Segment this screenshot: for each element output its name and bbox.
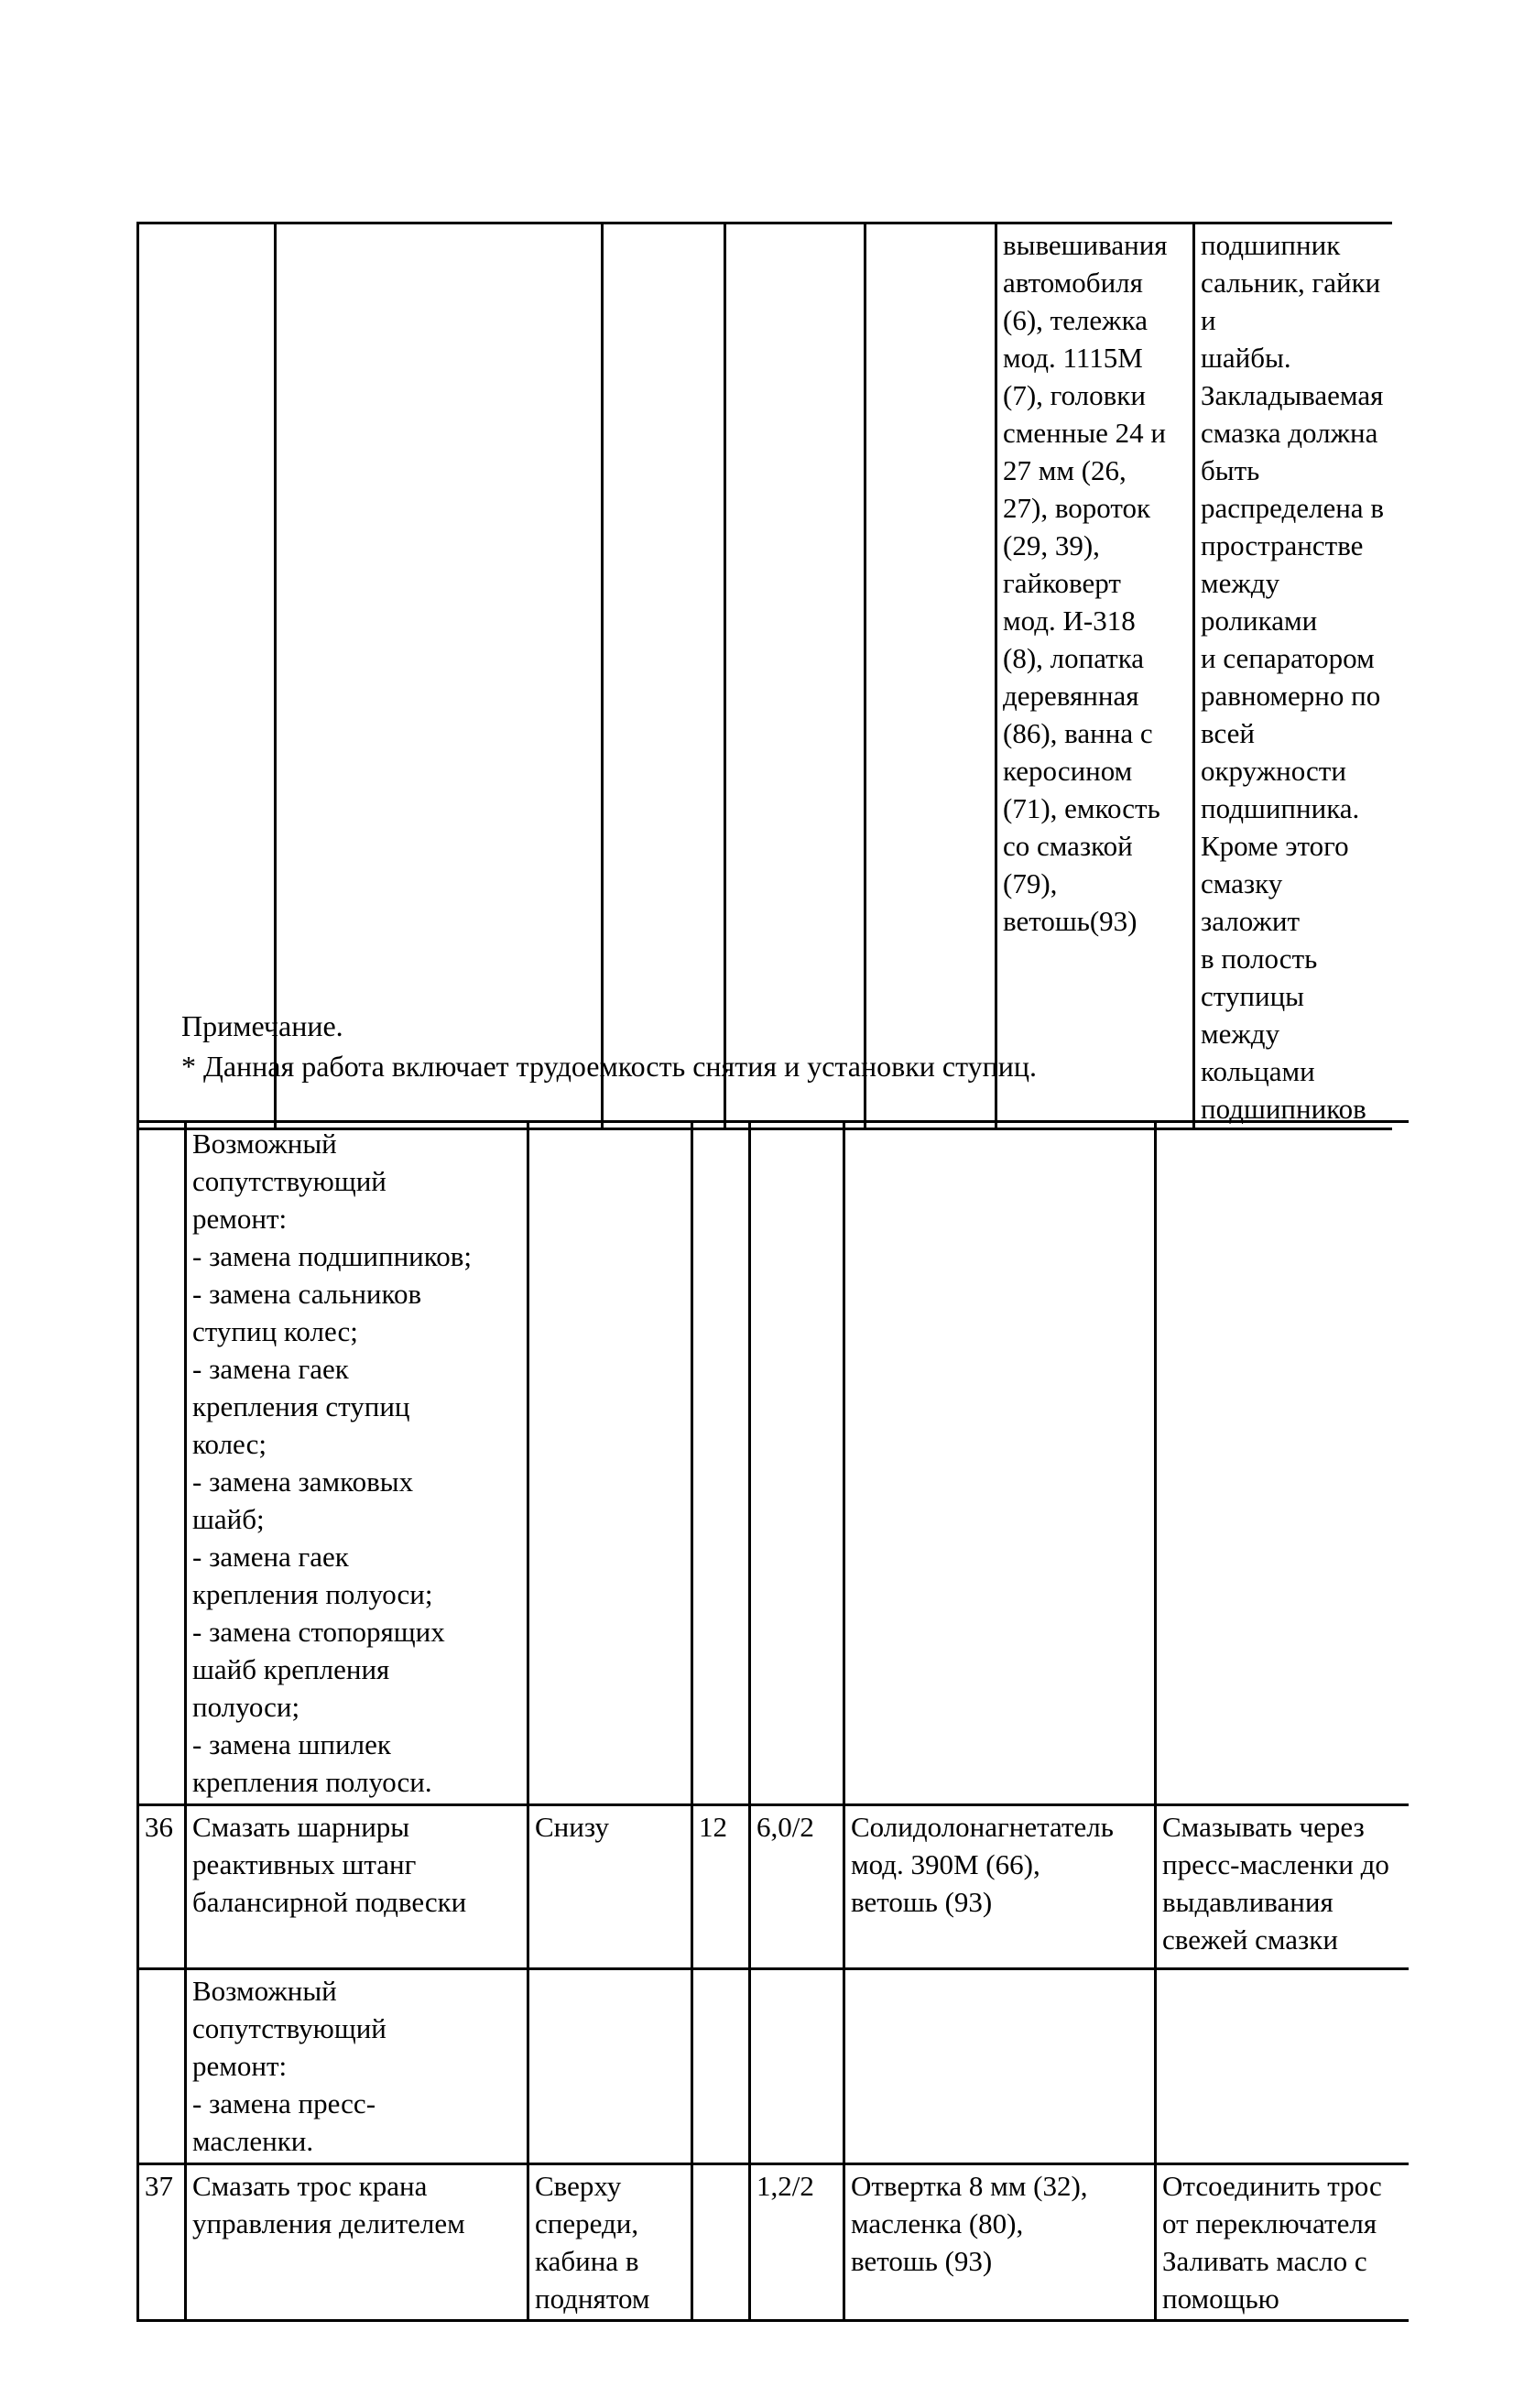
- notes-cell: Отсоединить трос от переключателя Заливать масло с помощью: [1156, 2164, 1409, 2321]
- place-cell: Снизу: [528, 1805, 692, 1969]
- place-cell: Сверху спереди, кабина в поднятом: [528, 2164, 692, 2321]
- table-cell: [276, 223, 603, 1129]
- time-cell: [750, 1969, 844, 2164]
- table-row: [138, 1969, 1409, 2164]
- tools-cell: [844, 1122, 1156, 1805]
- table-cell: [865, 223, 996, 1129]
- note-text: * Данная работа включает трудоемкость снятия и установки ступиц.: [181, 1050, 1038, 1083]
- tools-cell: Солидолонагнетатель мод. 390М (66), ветошь (93): [844, 1805, 1156, 1969]
- table-cell: [603, 223, 725, 1129]
- operation-cell: Возможный сопутствующий ремонт: - замена подшипников; - замена сальников ступиц колес; - замена гаек крепления ступиц колес; - замена замковых шайб; - замена гаек крепления полуоси; - замена стопорящих шайб крепления полуоси; - замена шпилек крепления полуоси.: [186, 1122, 528, 1805]
- notes-cell: Смазывать через пресс-масленки до выдавливания свежей смазки: [1156, 1805, 1409, 1969]
- row-number: [138, 1122, 186, 1805]
- table-cell: [138, 223, 276, 1129]
- tools-cell: [844, 1969, 1156, 2164]
- table-row: [138, 2164, 1409, 2321]
- operation-cell: Возможный сопутствующий ремонт: - замена пресс- масленки.: [186, 1969, 528, 2164]
- table-row: [138, 1805, 1409, 1969]
- count-cell: [692, 2164, 750, 2321]
- notes-cell: подшипник сальник, гайки и шайбы. Закладываемая смазка должна быть распределена в пространстве между роликами и сепаратором равномерно по всей окружности подшипника. Кроме этого смазку заложит в полость ступицы между кольцами подшипников: [1194, 223, 1392, 1129]
- table-top-continued: [136, 222, 1392, 1130]
- place-cell: [528, 1969, 692, 2164]
- table-row: [138, 223, 1392, 1129]
- tools-cell: вывешивания автомобиля (6), тележка мод. 1115М (7), головки сменные 24 и 27 мм (26, 27), вороток (29, 39), гайковерт мод. И-318 (8), лопатка деревянная (86), ванна с керосином (71), емкость со смазкой (79), ветошь(93): [996, 223, 1194, 1129]
- table-cell: [725, 223, 865, 1129]
- tools-cell: Отвертка 8 мм (32), масленка (80), ветошь (93): [844, 2164, 1156, 2321]
- table-operations: [136, 1120, 1409, 2322]
- notes-cell: [1156, 1969, 1409, 2164]
- row-number: [138, 1969, 186, 2164]
- notes-cell: [1156, 1122, 1409, 1805]
- row-number: 37: [138, 2164, 186, 2321]
- time-cell: 1,2/2: [750, 2164, 844, 2321]
- operation-cell: Смазать шарниры реактивных штанг балансирной подвески: [186, 1805, 528, 1969]
- note-title: Примечание.: [181, 1009, 343, 1042]
- table-row: [138, 1122, 1409, 1805]
- count-cell: [692, 1122, 750, 1805]
- time-cell: 6,0/2: [750, 1805, 844, 1969]
- place-cell: [528, 1122, 692, 1805]
- time-cell: [750, 1122, 844, 1805]
- count-cell: 12: [692, 1805, 750, 1969]
- count-cell: [692, 1969, 750, 2164]
- row-number: 36: [138, 1805, 186, 1969]
- operation-cell: Смазать трос крана управления делителем: [186, 2164, 528, 2321]
